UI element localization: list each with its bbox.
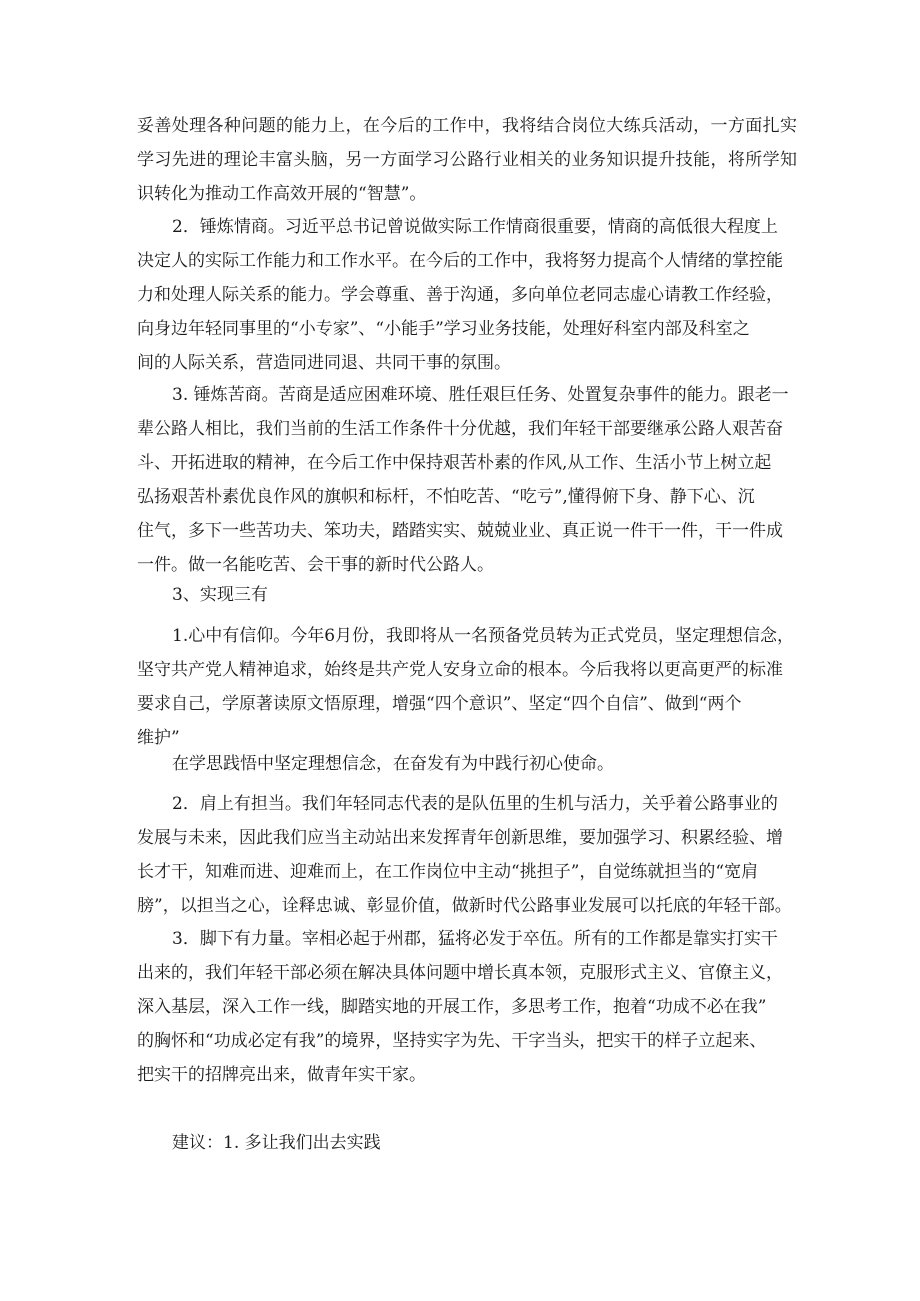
text-line: 3．脚下有力量。宰相必起于州郡，猛将必发于卒伍。所有的工作都是靠实打实干 <box>172 929 778 949</box>
paragraph-practice-faith <box>137 747 797 781</box>
text-line: 向身边年轻同事里的“小专家”、“小能手”学习业务技能，处理好科室内部及科室之 <box>137 319 750 339</box>
text-line: 发展与未来，因此我们应当主动站出来发挥青年创新思维，要加强学习、积累经验、增 <box>137 828 783 848</box>
text-line: 建议：1. 多让我们出去实践 <box>172 1133 381 1153</box>
text-line: 斗、开拓进取的精神，在今后工作中保持艰苦朴素的作风,从工作、生活小节上树立起 <box>137 453 772 473</box>
text-line: 长才干，知难而进、迎难而上，在工作岗位中主动“挑担子”，自觉练就担当的“宽肩 <box>137 862 759 882</box>
text-line: 辈公路人相比，我们当前的生活工作条件十分优越，我们年轻干部要继承公路人艰苦奋 <box>137 419 783 439</box>
paragraph-hardship-quotient <box>137 378 797 582</box>
text-line: 的胸怀和“功成必定有我”的境界，坚持实字为先、干字当头，把实干的样子立起来、 <box>137 1031 767 1051</box>
paragraph-strength <box>137 922 797 1092</box>
text-line: 2．锤炼情商。习近平总书记曾说做实际工作情商很重要，情商的高低很大程度上 <box>172 217 778 237</box>
text-line: 妥善处理各种问题的能力上，在今后的工作中，我将结合岗位大练兵活动，一方面扎实 <box>137 116 797 136</box>
paragraph-emotional-quotient <box>137 210 797 380</box>
text-line: 在学思践悟中坚定理想信念，在奋发有为中践行初心使命。 <box>172 754 614 774</box>
text-line: 决定人的实际工作能力和工作水平。在今后的工作中，我将努力提高个人情绪的掌控能 <box>137 251 783 271</box>
text-line: 2．肩上有担当。我们年轻同志代表的是队伍里的生机与活力，关乎着公路事业的 <box>172 794 778 814</box>
text-line: 一件。做一名能吃苦、会干事的新时代公路人。 <box>137 555 494 575</box>
text-line: 学习先进的理论丰富头脑，另一方面学习公路行业相关的业务知识提升技能，将所学知 <box>137 150 797 170</box>
text-line: 把实干的招牌亮出来，做青年实干家。 <box>137 1065 426 1085</box>
text-line: 要求自己，学原著读原文悟原理，增强“四个意识”、坚定“四个自信”、做到“两个 <box>137 694 742 714</box>
text-line: 识转化为推动工作高效开展的“智慧”。 <box>137 184 427 204</box>
paragraph-ability-conclusion <box>137 109 797 211</box>
paragraph-suggestion <box>137 1126 797 1160</box>
text-line: 膀”，以担当之心，诠释忠诚、彰显价值，做新时代公路事业发展可以托底的年轻干部。 <box>137 896 792 916</box>
text-line: 维护” <box>137 728 180 748</box>
text-line: 1.心中有信仰。今年6月份，我即将从一名预备党员转为正式党员，坚定理想信念， <box>172 626 795 646</box>
text-line: 深入基层，深入工作一线，脚踏实地的开展工作，多思考工作，抱着“功成不必在我” <box>137 997 767 1017</box>
text-line: 坚守共产党人精神追求，始终是共产党人安身立命的根本。今后我将以更高更严的标准 <box>137 660 783 680</box>
text-line: 间的人际关系，营造同进同退、共同干事的氛围。 <box>137 353 511 373</box>
paragraph-faith <box>137 619 797 755</box>
text-line: 住气，多下一些苦功夫、笨功夫，踏踏实实、兢兢业业、真正说一件干一件，干一件成 <box>137 521 783 541</box>
paragraph-responsibility <box>137 787 797 923</box>
text-line: 力和处理人际关系的能力。学会尊重、善于沟通，多向单位老同志虚心请教工作经验， <box>137 285 783 305</box>
section-heading-three-haves <box>137 578 797 612</box>
text-line: 3. 锤炼苦商。苦商是适应困难环境、胜任艰巨任务、处置复杂事件的能力。跟老一 <box>172 385 789 405</box>
text-line: 出来的，我们年轻干部必须在解决具体问题中增长真本领，克服形式主义、官僚主义， <box>137 963 783 983</box>
text-line: 3、实现三有 <box>172 585 268 605</box>
text-line: 弘扬艰苦朴素优良作风的旗帜和标杆，不怕吃苦、“吃亏”,懂得俯下身、静下心、沉 <box>137 487 755 507</box>
